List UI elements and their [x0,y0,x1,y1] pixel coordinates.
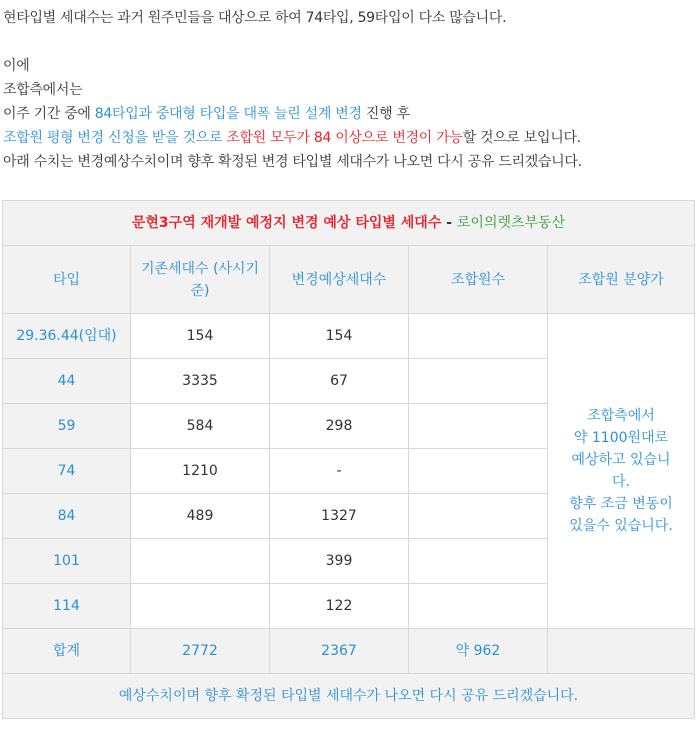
intro-text [3,6,582,174]
header-members: 조합원수 [409,246,548,314]
total-label: 합계 [3,629,131,674]
intro-line-4-highlight: 84타입과 중대형 타입을 대폭 늘린 설계 변경 [94,106,362,122]
spacer [3,30,582,54]
cell-changed: 154 [270,314,409,359]
table-row [3,314,695,359]
price-note-line: 예상하고 있습니 [571,452,671,468]
total-changed: 2367 [270,629,409,674]
cell-type: 74 [3,449,131,494]
header-changed: 변경예상세대수 [270,246,409,314]
cell-members [409,404,548,449]
cell-members [409,584,548,629]
cell-members [409,539,548,584]
cell-existing [131,539,270,584]
cell-members [409,494,548,539]
intro-line-5-highlight: 조합원 모두가 84 이상으로 변경이 가능 [226,130,463,146]
price-note-line: 다. [612,474,630,490]
price-note-line: 있을수 있습니다. [569,518,673,534]
cell-type: 114 [3,584,131,629]
table-title-sep: - [441,215,457,231]
intro-line-4-a: 이주 기간 중에 [3,106,95,122]
table-header-row [3,246,695,314]
intro-line-6: 아래 수치는 변경예상수치이며 향후 확정된 변경 타입별 세대수가 나오면 다시 공유 드리겠습니다. [3,154,582,170]
cell-existing: 584 [131,404,270,449]
cell-existing [131,584,270,629]
total-existing: 2772 [131,629,270,674]
intro-line-5-c: 할 것으로 보입니다. [462,130,581,146]
total-members: 약 962 [409,629,548,674]
intro-line-4 [3,102,582,126]
unit-type-table [2,200,695,719]
table-title [3,201,695,246]
cell-type: 59 [3,404,131,449]
cell-changed: 67 [270,359,409,404]
cell-members [409,359,548,404]
intro-line-4-c: 진행 후 [361,106,410,122]
cell-changed: - [270,449,409,494]
cell-type: 84 [3,494,131,539]
table-footer: 예상수치이며 향후 확정된 타입별 세대수가 나오면 다시 공유 드리겠습니다. [3,674,695,719]
table-title-row [3,201,695,246]
cell-type: 44 [3,359,131,404]
cell-existing: 154 [131,314,270,359]
price-note-line: 조합측에서 [587,408,655,424]
intro-line-1: 현타입별 세대수는 과거 원주민들을 대상으로 하여 74타입, 59타입이 다소 많습니다. [3,10,507,26]
table-footer-row [3,674,695,719]
cell-type: 29.36.44(임대) [3,314,131,359]
cell-existing: 3335 [131,359,270,404]
price-note-line: 향후 조금 변동이 [569,496,673,512]
table-total-row [3,629,695,674]
total-price [548,629,695,674]
cell-existing: 489 [131,494,270,539]
intro-line-3: 조합측에서는 [3,82,83,98]
cell-members [409,449,548,494]
table-title-text: 문현3구역 재개발 예정지 변경 예상 타입별 세대수 [131,215,442,231]
cell-type: 101 [3,539,131,584]
header-type: 타입 [3,246,131,314]
cell-members [409,314,548,359]
intro-line-5-a: 조합원 평형 변경 신청을 받을 것으로 [3,130,227,146]
cell-existing: 1210 [131,449,270,494]
intro-line-5 [3,126,582,150]
cell-changed: 298 [270,404,409,449]
price-note [548,314,695,629]
cell-changed: 1327 [270,494,409,539]
cell-changed: 399 [270,539,409,584]
table-title-source: 로이의렛츠부동산 [456,215,566,231]
cell-changed: 122 [270,584,409,629]
price-note-line: 약 1100원대로 [573,430,669,446]
header-price: 조합원 분양가 [548,246,695,314]
intro-line-2: 이에 [3,58,30,74]
header-existing: 기존세대수 (사시기준) [131,246,270,314]
